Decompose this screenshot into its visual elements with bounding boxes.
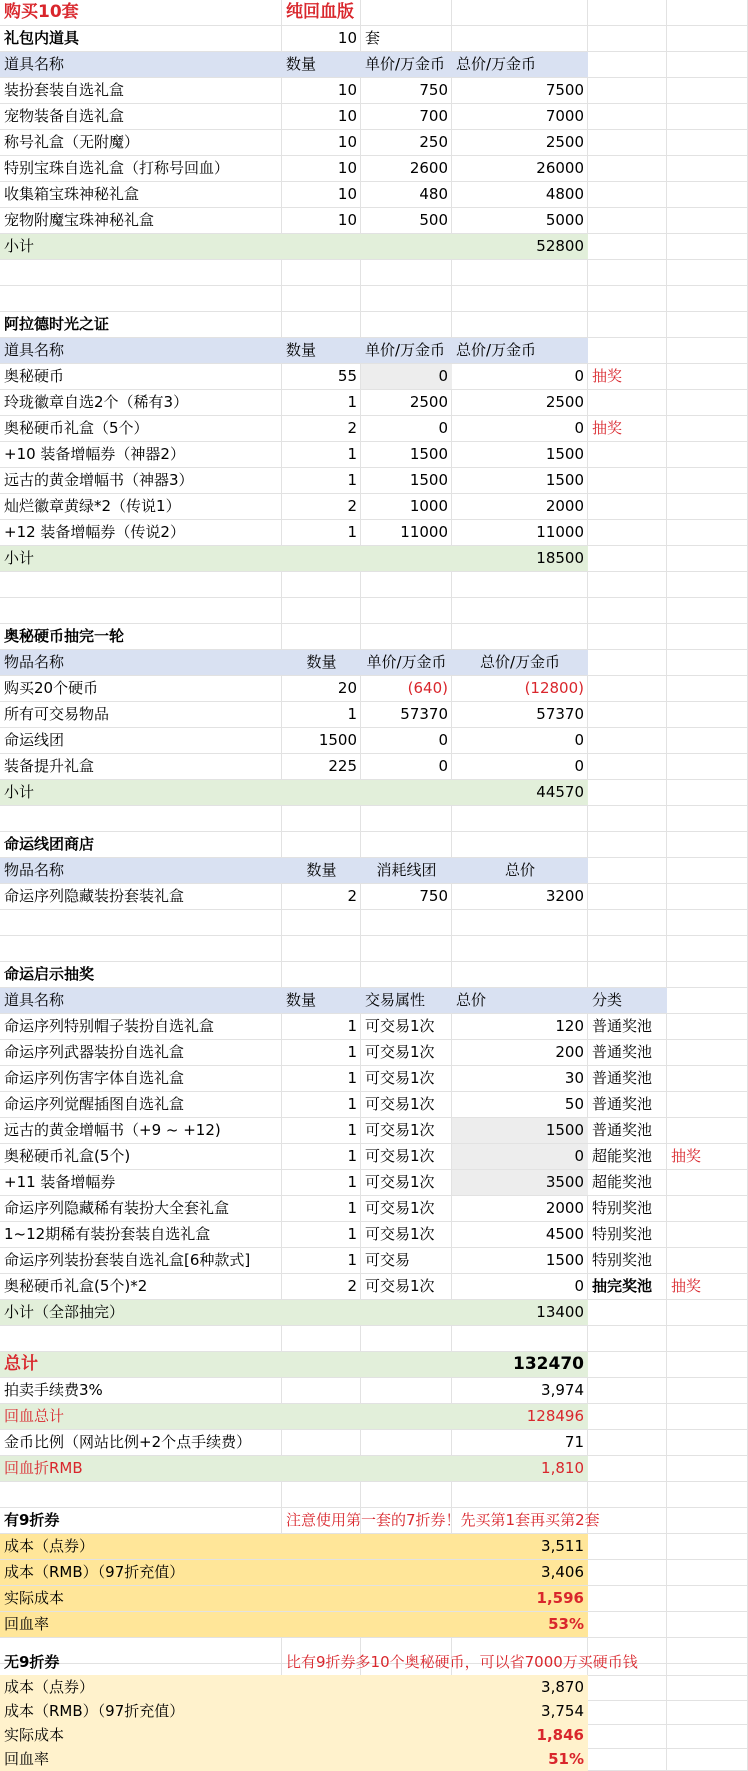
item-qty: 2 (347, 419, 357, 437)
arad-section-title: 阿拉德时光之证 (4, 315, 110, 333)
coin-header-row (0, 650, 748, 676)
coupon-yes-row (0, 1612, 748, 1638)
subtotal-row (0, 234, 748, 260)
sheet-subtitle: 纯回血版 (286, 2, 354, 22)
item-total: 1500 (545, 445, 584, 463)
gift-section-title: 礼包内道具 (4, 29, 80, 47)
gift-title-row (0, 26, 748, 52)
item-qty: 1 (347, 393, 357, 411)
empty-row (0, 572, 748, 598)
item-unit-price: 1000 (409, 497, 448, 515)
shop-section-title: 命运线团商店 (4, 835, 95, 853)
item-qty: 1 (347, 523, 357, 541)
table-row (0, 156, 748, 182)
return-rate-value: 53% (548, 1615, 584, 1633)
item-qty: 1 (347, 1017, 357, 1035)
item-unit-price: 1500 (409, 471, 448, 489)
subtotal-value: 13400 (536, 1303, 584, 1321)
cost-rmb-label: 成本（RMB）（97折充值） (4, 1563, 185, 1581)
actual-cost-label: 实际成本 (4, 1726, 65, 1744)
coupon-yes-row (0, 1560, 748, 1586)
item-total: 5000 (545, 211, 584, 229)
item-qty: 10 (337, 81, 357, 99)
item-unit-price: 0 (438, 731, 448, 749)
item-total: 1500 (545, 1251, 584, 1269)
actual-cost-value: 1,596 (536, 1589, 584, 1607)
cost-rmb-value: 3,754 (541, 1702, 584, 1720)
coupon-no-note: 比有9折券多10个奥秘硬币，可以省7000万买硬币钱 (286, 1653, 638, 1671)
item-total: 200 (555, 1043, 584, 1061)
subtotal-label: 小计 (4, 237, 35, 255)
table-row (0, 520, 748, 546)
item-total: 3200 (545, 887, 584, 905)
col-header: 数量 (286, 55, 317, 73)
col-header: 道具名称 (4, 55, 65, 73)
item-unit-price: (640) (407, 679, 448, 697)
cost-points-value: 3,511 (541, 1537, 584, 1555)
item-unit-price: 500 (419, 211, 448, 229)
item-unit-price: 700 (419, 107, 448, 125)
item-name: 命运序列特别帽子装扮自选礼盒 (4, 1017, 215, 1035)
table-row (0, 1222, 748, 1248)
lottery-tag: 抽奖 (671, 1147, 702, 1165)
item-total: 120 (555, 1017, 584, 1035)
table-row (0, 494, 748, 520)
fee-row (0, 1378, 748, 1404)
shop-header-row (0, 858, 748, 884)
item-qty: 1 (347, 1173, 357, 1191)
item-pool: 普通奖池 (592, 1121, 653, 1139)
item-total: 57370 (536, 705, 584, 723)
item-trade-attr: 可交易1次 (365, 1173, 435, 1191)
item-unit-price: 57370 (400, 705, 448, 723)
col-header: 分类 (592, 991, 623, 1009)
subtotal-value: 18500 (536, 549, 584, 567)
table-row (0, 468, 748, 494)
coupon-yes-note: 注意使用第一套的7折券！先买第1套再买第2套 (286, 1511, 600, 1529)
return-rate-label: 回血率 (4, 1615, 50, 1633)
cost-rmb-label: 成本（RMB）（97折充值） (4, 1702, 185, 1720)
item-qty: 1 (347, 705, 357, 723)
table-row (0, 208, 748, 234)
ratio-value: 71 (564, 1433, 584, 1451)
item-trade-attr: 可交易1次 (365, 1069, 435, 1087)
col-header: 数量 (306, 653, 337, 671)
item-qty: 20 (337, 679, 357, 697)
total-value: 132470 (513, 1354, 584, 1374)
table-row (0, 442, 748, 468)
item-qty: 2 (347, 887, 357, 905)
item-qty: 2 (347, 1277, 357, 1295)
subtotal-label: 小计 (4, 783, 35, 801)
col-header: 总价 (456, 991, 487, 1009)
item-trade-attr: 可交易1次 (365, 1225, 435, 1243)
item-qty: 1 (347, 1225, 357, 1243)
cost-points-label: 成本（点券） (4, 1537, 95, 1555)
item-name: 命运序列隐藏稀有装扮大全套礼盒 (4, 1199, 230, 1217)
item-name: 命运序列装扮套装自选礼盒[6种款式] (4, 1251, 251, 1269)
subtotal-value: 44570 (536, 783, 584, 801)
item-pool: 超能奖池 (592, 1173, 653, 1191)
ratio-row (0, 1430, 748, 1456)
item-unit-price: 250 (419, 133, 448, 151)
item-name: 命运序列武器装扮自选礼盒 (4, 1043, 185, 1061)
item-name: 远古的黄金增幅书（+9 ~ +12) (4, 1121, 221, 1139)
table-row (0, 754, 748, 780)
item-unit-price: 0 (438, 419, 448, 437)
item-pool: 特别奖池 (592, 1199, 653, 1217)
return-rate-label: 回血率 (4, 1750, 50, 1768)
col-header: 物品名称 (4, 861, 65, 879)
table-row (0, 390, 748, 416)
item-name: 命运序列觉醒插图自选礼盒 (4, 1095, 185, 1113)
item-name: 宠物附魔宝珠神秘礼盒 (4, 211, 155, 229)
item-total: 7000 (545, 107, 584, 125)
table-row (0, 416, 748, 442)
coin-title-row (0, 624, 748, 650)
item-unit-price: 0 (438, 367, 448, 385)
table-row (0, 104, 748, 130)
fee-label: 拍卖手续费3% (4, 1381, 103, 1399)
item-name: 命运序列隐藏装扮套装礼盒 (4, 887, 185, 905)
rmb-row (0, 1456, 748, 1482)
item-qty: 1500 (318, 731, 357, 749)
item-total: 0 (574, 367, 584, 385)
item-qty: 1 (347, 1095, 357, 1113)
coin-section-title: 奥秘硬币抽完一轮 (4, 627, 125, 645)
item-name: 装备提升礼盒 (4, 757, 95, 775)
item-total: 11000 (536, 523, 584, 541)
col-header: 数量 (306, 861, 337, 879)
item-pool: 普通奖池 (592, 1069, 653, 1087)
item-trade-attr: 可交易1次 (365, 1121, 435, 1139)
item-name: 玲珑徽章自选2个（稀有3） (4, 393, 189, 411)
coupon-yes-row (0, 1586, 748, 1612)
col-header: 单价/万金币 (365, 341, 446, 359)
item-total: 50 (564, 1095, 584, 1113)
col-header: 总价 (504, 861, 535, 879)
rmb-label: 回血折RMB (4, 1459, 83, 1477)
table-row (0, 1274, 748, 1300)
item-trade-attr: 可交易1次 (365, 1147, 435, 1165)
empty-row (0, 260, 748, 286)
item-total: 0 (574, 731, 584, 749)
col-header: 数量 (286, 341, 317, 359)
item-total: 0 (574, 757, 584, 775)
empty-row (0, 598, 748, 624)
item-pool: 普通奖池 (592, 1017, 653, 1035)
item-total: 2000 (545, 497, 584, 515)
item-unit-price: 2600 (409, 159, 448, 177)
item-total: 2500 (545, 133, 584, 151)
item-name: +12 装备增幅券（传说2） (4, 523, 185, 541)
item-unit-price: 1500 (409, 445, 448, 463)
item-total: 7500 (545, 81, 584, 99)
coupon-no-title: 无9折券 (4, 1653, 60, 1671)
item-total: 26000 (536, 159, 584, 177)
col-header: 道具名称 (4, 341, 65, 359)
col-header: 单价/万金币 (365, 55, 446, 73)
item-unit-price: 2500 (409, 393, 448, 411)
item-qty: 1 (347, 1199, 357, 1217)
item-trade-attr: 可交易1次 (365, 1095, 435, 1113)
empty-row (0, 910, 748, 936)
item-pool: 普通奖池 (592, 1043, 653, 1061)
col-header: 总价/万金币 (456, 341, 537, 359)
item-total: 3500 (545, 1173, 584, 1191)
item-total: 2000 (545, 1199, 584, 1217)
lottery-tag: 抽奖 (671, 1277, 702, 1295)
empty-row (0, 1326, 748, 1352)
item-total: (12800) (524, 679, 584, 697)
item-name: 奥秘硬币 (4, 367, 65, 385)
subtotal-row (0, 546, 748, 572)
col-header: 消耗线团 (376, 861, 437, 879)
coupon-yes-row (0, 1534, 748, 1560)
arad-title-row (0, 312, 748, 338)
table-row (0, 1014, 748, 1040)
item-trade-attr: 可交易1次 (365, 1017, 435, 1035)
item-qty: 1 (347, 1251, 357, 1269)
item-total: 1500 (545, 471, 584, 489)
item-name: 称号礼盒（无附魔） (4, 133, 140, 151)
item-name: 装扮套装自选礼盒 (4, 81, 125, 99)
rmb-value: 1,810 (541, 1459, 584, 1477)
subtotal-label: 小计 (4, 549, 35, 567)
item-qty: 1 (347, 471, 357, 489)
coupon-yes-title-row (0, 1508, 748, 1534)
item-trade-attr: 可交易 (365, 1251, 411, 1269)
gift-set-unit: 套 (365, 29, 381, 47)
actual-cost-label: 实际成本 (4, 1589, 65, 1607)
table-row (0, 676, 748, 702)
col-header: 总价/万金币 (456, 55, 537, 73)
table-row (0, 1040, 748, 1066)
fate-section-title: 命运启示抽奖 (4, 965, 95, 983)
item-total: 2500 (545, 393, 584, 411)
item-total: 4500 (545, 1225, 584, 1243)
table-row (0, 1170, 748, 1196)
subtotal-row (0, 1300, 748, 1326)
sheet-title: 购买10套 (4, 2, 79, 22)
col-header: 总价/万金币 (479, 653, 561, 671)
col-header: 交易属性 (365, 991, 426, 1009)
col-header: 数量 (286, 991, 317, 1009)
item-qty: 1 (347, 445, 357, 463)
item-thread-cost: 750 (419, 887, 448, 905)
item-qty: 10 (337, 133, 357, 151)
table-row (0, 78, 748, 104)
subtotal-value: 52800 (536, 237, 584, 255)
gift-header-row (0, 52, 748, 78)
col-header: 物品名称 (4, 653, 65, 671)
net-value: 128496 (526, 1407, 584, 1425)
item-name: 1~12期稀有装扮套装自选礼盒 (4, 1225, 211, 1243)
subtotal-row (0, 780, 748, 806)
item-unit-price: 480 (419, 185, 448, 203)
item-qty: 10 (337, 107, 357, 125)
item-trade-attr: 可交易1次 (365, 1277, 435, 1295)
table-row (0, 1066, 748, 1092)
table-row (0, 364, 748, 390)
table-row (0, 1092, 748, 1118)
coupon-no-row (0, 1675, 748, 1701)
table-row (0, 728, 748, 754)
empty-row (0, 286, 748, 312)
item-qty: 1 (347, 1147, 357, 1165)
coupon-no-row (0, 1699, 748, 1725)
table-row (0, 130, 748, 156)
col-header: 道具名称 (4, 991, 65, 1009)
subtotal-label: 小计（全部抽完） (4, 1303, 125, 1321)
table-row (0, 1144, 748, 1170)
item-name: 奥秘硬币礼盒（5个） (4, 419, 149, 437)
item-name: 命运线团 (4, 731, 65, 749)
lottery-tag: 抽奖 (592, 367, 623, 385)
coupon-no-title-row (0, 1650, 748, 1676)
item-qty: 10 (337, 159, 357, 177)
coupon-no-row (0, 1747, 748, 1771)
item-name: 灿烂徽章黄绿*2（传说1） (4, 497, 181, 515)
cost-rmb-value: 3,406 (541, 1563, 584, 1581)
total-label: 总计 (4, 1354, 38, 1374)
item-unit-price: 11000 (400, 523, 448, 541)
col-header: 单价/万金币 (366, 653, 447, 671)
item-total: 0 (574, 1277, 584, 1295)
item-pool: 抽完奖池 (592, 1277, 653, 1295)
item-qty: 10 (337, 185, 357, 203)
net-label: 回血总计 (4, 1407, 65, 1425)
item-name: +11 装备增幅券 (4, 1173, 116, 1191)
net-row (0, 1404, 748, 1430)
item-qty: 10 (337, 211, 357, 229)
item-name: 远古的黄金增幅书（神器3） (4, 471, 194, 489)
empty-row (0, 806, 748, 832)
ratio-label: 金币比例（网站比例+2个点手续费） (4, 1433, 252, 1451)
item-qty: 1 (347, 1121, 357, 1139)
table-row (0, 1248, 748, 1274)
table-row (0, 884, 748, 910)
cost-points-label: 成本（点券） (4, 1678, 95, 1696)
fee-value: 3,974 (541, 1381, 584, 1399)
item-name: 奥秘硬币礼盒(5个) (4, 1147, 131, 1165)
item-name: 命运序列伤害字体自选礼盒 (4, 1069, 185, 1087)
table-row (0, 1118, 748, 1144)
total-row (0, 1352, 748, 1378)
item-unit-price: 0 (438, 757, 448, 775)
cost-points-value: 3,870 (541, 1678, 584, 1696)
shop-title-row (0, 832, 748, 858)
lottery-tag: 抽奖 (592, 419, 623, 437)
coupon-yes-title: 有9折券 (4, 1511, 60, 1529)
fate-title-row (0, 962, 748, 988)
item-total: 0 (574, 419, 584, 437)
item-name: 所有可交易物品 (4, 705, 110, 723)
item-unit-price: 750 (419, 81, 448, 99)
actual-cost-value: 1,846 (536, 1726, 584, 1744)
table-row (0, 1196, 748, 1222)
item-name: 宠物装备自选礼盒 (4, 107, 125, 125)
item-pool: 普通奖池 (592, 1095, 653, 1113)
table-row (0, 182, 748, 208)
item-trade-attr: 可交易1次 (365, 1199, 435, 1217)
coupon-no-row (0, 1723, 748, 1749)
item-total: 1500 (545, 1121, 584, 1139)
item-total: 30 (564, 1069, 584, 1087)
item-name: 收集箱宝珠神秘礼盒 (4, 185, 140, 203)
gift-set-qty: 10 (337, 29, 357, 47)
fate-header-row (0, 988, 748, 1014)
item-name: 特别宝珠自选礼盒（打称号回血） (4, 159, 230, 177)
item-name: 奥秘硬币礼盒(5个)*2 (4, 1277, 148, 1295)
empty-row (0, 1482, 748, 1508)
table-row (0, 702, 748, 728)
item-pool: 特别奖池 (592, 1225, 653, 1243)
item-trade-attr: 可交易1次 (365, 1043, 435, 1061)
item-pool: 超能奖池 (592, 1147, 653, 1165)
item-qty: 55 (337, 367, 357, 385)
item-qty: 1 (347, 1043, 357, 1061)
item-name: 购买20个硬币 (4, 679, 99, 697)
item-qty: 1 (347, 1069, 357, 1087)
sheet-header-row (0, 0, 748, 26)
item-qty: 2 (347, 497, 357, 515)
item-total: 0 (574, 1147, 584, 1165)
item-total: 4800 (545, 185, 584, 203)
empty-row (0, 936, 748, 962)
item-name: +10 装备增幅券（神器2） (4, 445, 185, 463)
return-rate-value: 51% (548, 1750, 584, 1768)
item-pool: 特别奖池 (592, 1251, 653, 1269)
item-qty: 225 (328, 757, 357, 775)
arad-header-row (0, 338, 748, 364)
